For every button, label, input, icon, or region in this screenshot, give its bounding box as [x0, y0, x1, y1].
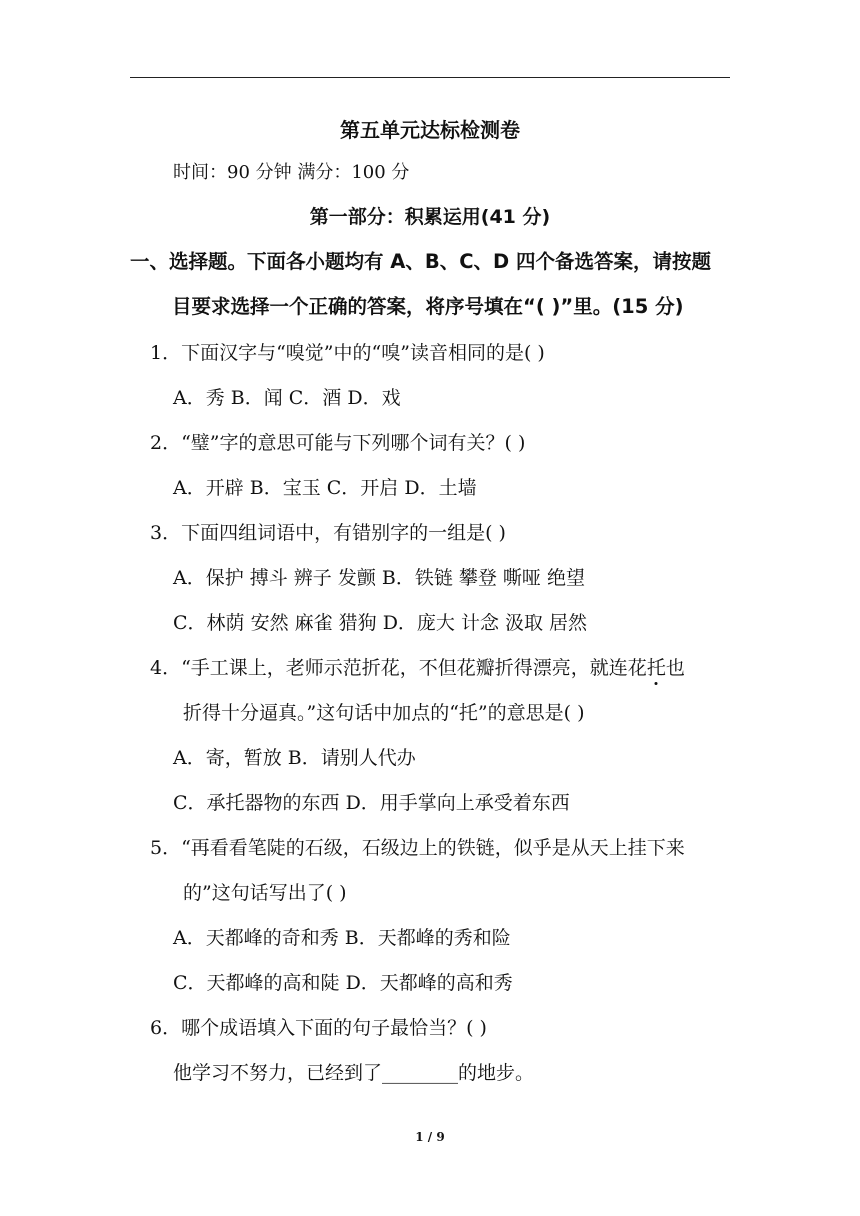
page-number: 1 / 9 — [415, 1130, 445, 1144]
question-5-options-row2: C．天都峰的高和陡 D．天都峰的高和秀 — [173, 972, 513, 994]
question-3-options-row2: C．林荫 安然 麻雀 猎狗 D．庞大 计念 汲取 居然 — [173, 612, 588, 634]
question-3-options-row1: A．保护 搏斗 辨子 发颤 B．铁链 攀登 嘶哑 绝望 — [173, 567, 585, 589]
question-5-stem-line2: 的”这句话写出了( ) — [183, 882, 347, 904]
header-rule — [130, 77, 730, 78]
question-4-options-row2: C．承托器物的东西 D．用手掌向上承受着东西 — [173, 792, 570, 814]
question-3-stem: 3．下面四组词语中，有错别字的一组是( ) — [150, 522, 506, 544]
dotted-char: 托 — [646, 657, 666, 679]
section-heading-line2: 目要求选择一个正确的答案，将序号填在“( )”里。(15 分) — [172, 295, 684, 318]
page-title: 第五单元达标检测卷 — [340, 118, 520, 142]
section-heading-line1: 一、选择题。下面各小题均有 A、B、C、D 四个备选答案，请按题 — [130, 250, 712, 273]
question-5-stem-line1: 5．“再看看笔陡的石级，石级边上的铁链，似乎是从天上挂下来 — [150, 837, 685, 859]
question-5-options-row1: A．天都峰的奇和秀 B．天都峰的秀和险 — [173, 927, 511, 949]
question-1-stem: 1．下面汉字与“嗅觉”中的“嗅”读音相同的是( ) — [150, 342, 545, 364]
question-4-stem-line2: 折得十分逼真。”这句话中加点的“托”的意思是( ) — [183, 702, 585, 724]
question-2-stem: 2．“璧”字的意思可能与下列哪个词有关？( ) — [150, 432, 526, 454]
question-4-stem-before: 4．“手工课上，老师示范折花，不但花瓣折得漂亮，就连花 — [150, 657, 647, 679]
question-1-options: A．秀 B．闻 C．酒 D．戏 — [173, 387, 401, 409]
time-info: 时间：90 分钟 满分：100 分 — [173, 162, 410, 183]
emphasis-dot — [655, 682, 658, 685]
question-6-sentence: 他学习不努力，已经到了________的地步。 — [173, 1062, 535, 1084]
question-4-stem-after: 也 — [665, 657, 685, 679]
question-4-stem-line1 — [150, 656, 685, 680]
part-title: 第一部分：积累运用(41 分) — [309, 206, 551, 228]
question-4-options-row1: A．寄，暂放 B．请别人代办 — [173, 747, 416, 769]
emphasis-dot-char — [647, 657, 666, 679]
question-2-options: A．开辟 B．宝玉 C．开启 D．土墙 — [173, 477, 477, 499]
question-6-stem: 6．哪个成语填入下面的句子最恰当？( ) — [150, 1017, 487, 1039]
